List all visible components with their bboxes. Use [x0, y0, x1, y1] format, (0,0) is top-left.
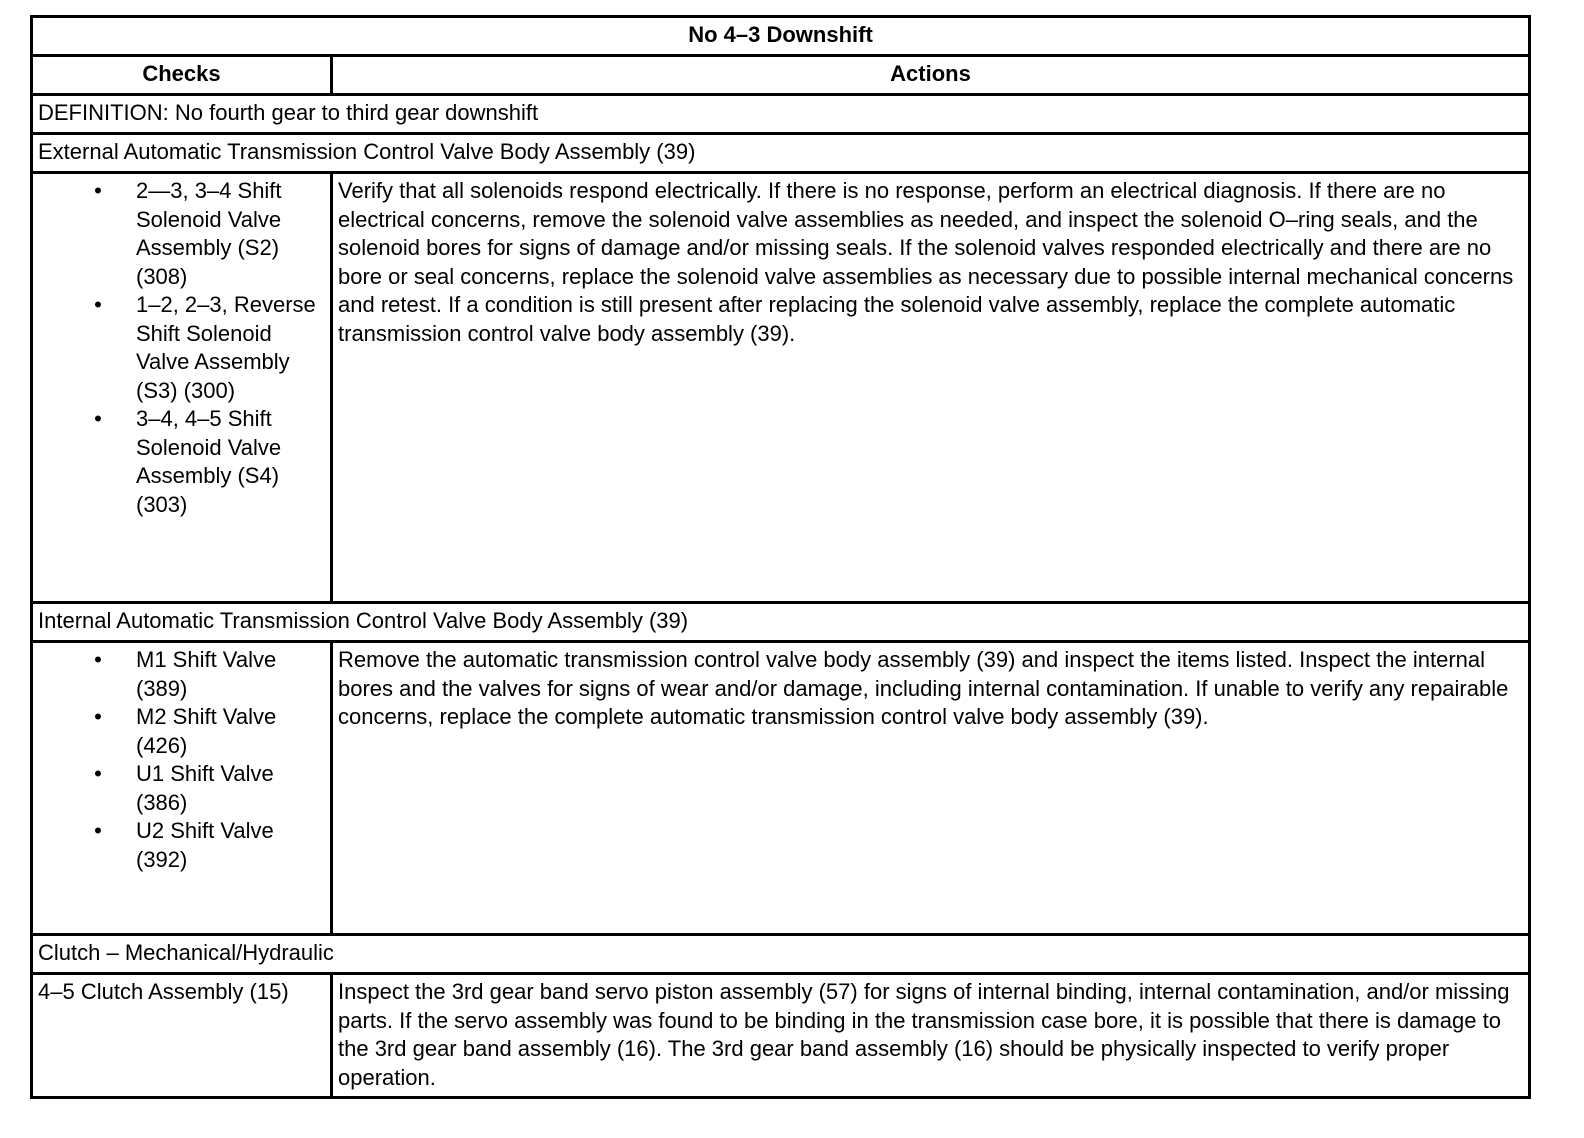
bullet-icon: • [94, 292, 102, 317]
section-body-row [32, 974, 1530, 1098]
check-item [38, 291, 325, 405]
check-item [38, 817, 325, 874]
table-title-row [32, 17, 1530, 56]
check-item [38, 760, 325, 817]
action-text: Verify that all solenoids respond electrically. If there is no response, perform an electrical diagnosis. If there are no electrical concerns, remove the solenoid valve assemblies as needed, and inspect the solenoid O–ring seals, and the solenoid bores for signs of damage and/or missing seals. If the solenoid valves responded electrically and there are no bore or seal concerns, replace the solenoid valve assemblies as necessary due to possible internal mechanical concerns and retest. If a condition is still present after replacing the solenoid valve assembly, replace the complete automatic transmission control valve body assembly (39). [332, 173, 1530, 603]
check-item-text: U2 Shift Valve (392) [136, 818, 274, 872]
checks-column-header: Checks [32, 56, 332, 95]
check-item [38, 646, 325, 703]
check-item [38, 703, 325, 760]
bullet-icon: • [94, 761, 102, 786]
check-item-text: U1 Shift Valve (386) [136, 761, 274, 815]
section-heading-row [32, 603, 1530, 642]
section-body-row [32, 173, 1530, 603]
column-header-row [32, 56, 1530, 95]
table-title: No 4–3 Downshift [32, 17, 1530, 56]
bullet-icon: • [94, 818, 102, 843]
definition-row [32, 95, 1530, 134]
checks-list [38, 177, 325, 519]
bullet-icon: • [94, 178, 102, 203]
diagnostic-document [30, 15, 1528, 1099]
check-item-text: 1–2, 2–3, Reverse Shift Solenoid Valve Assembly (S3) (300) [136, 292, 316, 403]
action-text: Remove the automatic transmission control valve body assembly (39) and inspect the items listed. Inspect the internal bores and the valves for signs of wear and/or damage, including internal contamination. If unable to verify any repairable concerns, replace the complete automatic transmission control valve body assembly (39). [332, 642, 1530, 935]
actions-column-header: Actions [332, 56, 1530, 95]
check-item [38, 405, 325, 519]
section-heading-internal-valve-body: Internal Automatic Transmission Control Valve Body Assembly (39) [32, 603, 1530, 642]
section-heading-row [32, 134, 1530, 173]
section-heading-clutch: Clutch – Mechanical/Hydraulic [32, 935, 1530, 974]
checks-cell [32, 642, 332, 935]
checks-cell [32, 173, 332, 603]
check-item-text: M2 Shift Valve (426) [136, 704, 277, 758]
section-heading-row [32, 935, 1530, 974]
diagnostic-table [30, 15, 1531, 1099]
section-heading-external-valve-body: External Automatic Transmission Control Valve Body Assembly (39) [32, 134, 1530, 173]
check-item-text: 3–4, 4–5 Shift Solenoid Valve Assembly (S4) (303) [136, 406, 282, 517]
section-body-row [32, 642, 1530, 935]
check-item-text: 2—3, 3–4 Shift Solenoid Valve Assembly (S2) (308) [136, 178, 282, 289]
check-text: 4–5 Clutch Assembly (15) [32, 974, 332, 1098]
checks-list [38, 646, 325, 874]
check-item [38, 177, 325, 291]
bullet-icon: • [94, 704, 102, 729]
bullet-icon: • [94, 647, 102, 672]
check-item-text: M1 Shift Valve (389) [136, 647, 277, 701]
action-text: Inspect the 3rd gear band servo piston assembly (57) for signs of internal binding, internal contamination, and/or missing parts. If the servo assembly was found to be binding in the transmission case bore, it is possible that there is damage to the 3rd gear band assembly (16). The 3rd gear band assembly (16) should be physically inspected to verify proper operation. [332, 974, 1530, 1098]
bullet-icon: • [94, 406, 102, 431]
definition-text: DEFINITION: No fourth gear to third gear downshift [32, 95, 1530, 134]
